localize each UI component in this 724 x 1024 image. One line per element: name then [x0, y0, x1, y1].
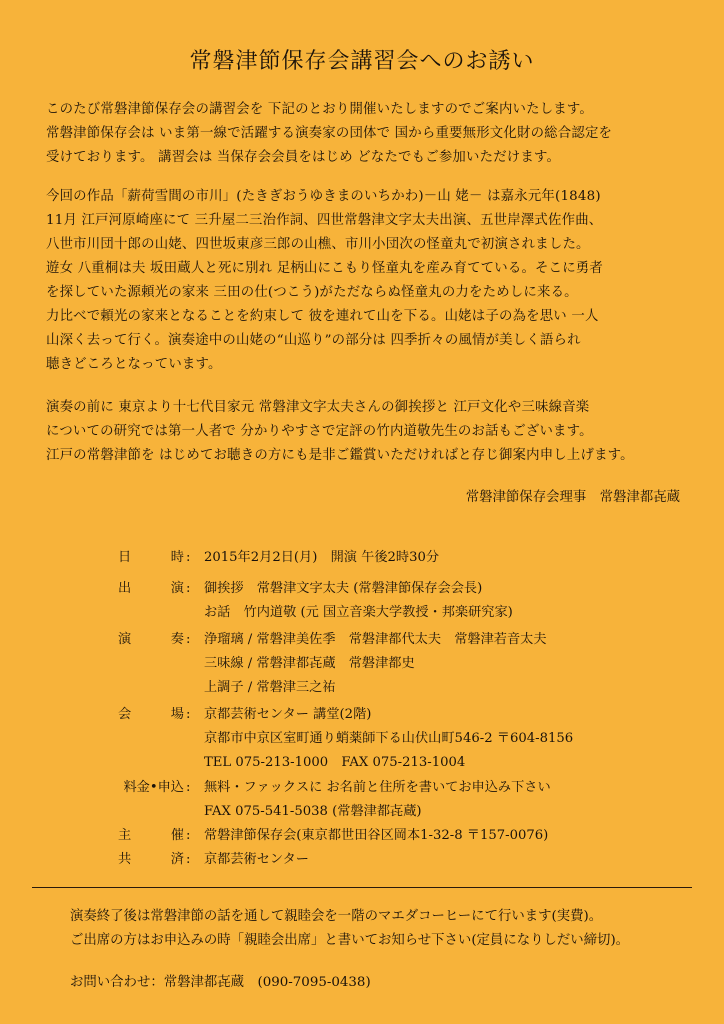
- detail-value: [204, 824, 704, 848]
- detail-label: 演奏: [118, 632, 184, 647]
- reception-notice: [70, 905, 710, 953]
- intro-line: 受けております。 講習会は 当保存会会員をはじめ どなたでもご参加いただけます。: [46, 150, 561, 165]
- intro-line: 常磐津節保存会は いま第一線で活躍する演奏家の団体で 国から重要無形文化財の総合認定を: [46, 126, 613, 141]
- detail-colon: :: [186, 632, 191, 647]
- detail-label: 日時: [118, 550, 184, 565]
- story-line: 聴きどころとなっています。: [46, 357, 222, 372]
- story-line: 11月 江戸河原崎座にて 三升屋二三治作詞、四世常磐津文字太夫出演、五世岸澤式佐作曲、: [46, 213, 603, 228]
- detail-label: 共済: [118, 852, 184, 867]
- divider: [32, 887, 692, 888]
- detail-label: 料金•申込: [123, 780, 184, 795]
- story-line: 遊女 八重桐は夫 坂田蔵人と死に別れ 足柄山にこもり怪童丸を産み育てている。そこに勇者: [46, 261, 603, 276]
- detail-colon: :: [186, 550, 191, 565]
- detail-line: 京都芸術センター 講堂(2階): [204, 707, 372, 722]
- detail-value: [204, 577, 704, 625]
- contact-info: お問い合わせ：常磐津都㐂蔵 (090-7095-0438): [70, 975, 371, 990]
- greeting-paragraph: [46, 396, 696, 468]
- detail-label: 主催: [118, 828, 184, 843]
- story-line: 力比べで頼光の家来となることを約束して 彼を連れて山を下る。山姥は子の為を思い 一人: [46, 309, 599, 324]
- page-title: 常磐津節保存会講習会へのお誘い: [189, 49, 535, 74]
- detail-line: お話 竹内道敬 (元 国立音楽大学教授・邦楽研究家): [204, 605, 513, 620]
- intro-line: このたび常磐津節保存会の講習会を 下記のとおり開催いたしますのでご案内いたします。: [46, 102, 594, 117]
- detail-line: 2015年2月2日(月) 開演 午後2時30分: [204, 550, 440, 565]
- detail-colon: :: [186, 707, 191, 722]
- story-line: 八世市川団十郎の山姥、四世坂東彦三郎の山樵、市川小団次の怪童丸で初演されました。: [46, 237, 590, 252]
- detail-label: 会場: [118, 707, 184, 722]
- intro-paragraph: [46, 98, 696, 170]
- detail-value: [204, 703, 704, 775]
- detail-line: 無料・ファックスに お名前と住所を書いてお申込み下さい: [204, 780, 551, 795]
- greeting-line: 演奏の前に 東京より十七代目家元 常磐津文字太夫さんの御挨拶と 江戸文化や三味線音楽: [46, 400, 590, 415]
- detail-line: FAX 075-541-5038 (常磐津都㐂蔵): [204, 804, 422, 819]
- detail-colon: :: [186, 852, 191, 867]
- detail-value: [204, 546, 704, 570]
- detail-value: [204, 628, 704, 700]
- detail-colon: :: [186, 828, 191, 843]
- greeting-line: についての研究では第一人者で 分かりやすさで定評の竹内道敬先生のお話もございます。: [46, 424, 593, 439]
- story-line: 今回の作品「薪荷雪間の市川」(たきぎおうゆきまのいちかわ)－山 姥－ は嘉永元年(1848): [46, 189, 601, 204]
- detail-value: [204, 776, 704, 824]
- story-line: を探していた源頼光の家来 三田の仕(つこう)がただならぬ怪童丸の力をためしに来る。: [46, 285, 578, 300]
- detail-colon: :: [186, 581, 191, 596]
- detail-line: 上調子 / 常磐津三之祐: [204, 680, 336, 695]
- detail-line: 京都芸術センター: [204, 852, 309, 867]
- notice-line: ご出席の方はお申込みの時「親睦会出席」と書いてお知らせ下さい(定員になりしだい締切)。: [70, 933, 630, 948]
- detail-line: TEL 075-213-1000 FAX 075-213-1004: [204, 755, 466, 770]
- greeting-line: 江戸の常磐津節を はじめてお聴きの方にも是非ご鑑賞いただければと存じ御案内申し上げます。: [46, 448, 634, 463]
- detail-colon: :: [186, 780, 191, 795]
- detail-line: 常磐津節保存会(東京都世田谷区岡本1-32-8 〒157-0076): [204, 828, 549, 843]
- detail-line: 浄瑠璃 / 常磐津美佐季 常磐津都代太夫 常磐津若音太夫: [204, 632, 547, 647]
- signature: 常磐津節保存会理事 常磐津都㐂蔵: [465, 490, 680, 505]
- detail-label: 出演: [118, 581, 184, 596]
- detail-line: 京都市中京区室町通り蛸薬師下る山伏山町546-2 〒604-8156: [204, 731, 574, 746]
- detail-line: 三味線 / 常磐津都㐂蔵 常磐津都史: [204, 656, 415, 671]
- detail-value: [204, 848, 704, 872]
- notice-line: 演奏終了後は常磐津節の話を通して親睦会を一階のマエダコーヒーにて行います(実費)。: [70, 909, 603, 924]
- story-line: 山深く去って行く。演奏途中の山姥の“山巡り”の部分は 四季折々の風情が美しく語られ: [46, 333, 581, 348]
- detail-line: 御挨拶 常磐津文字太夫 (常磐津節保存会会長): [204, 581, 483, 596]
- story-paragraph: [46, 185, 696, 377]
